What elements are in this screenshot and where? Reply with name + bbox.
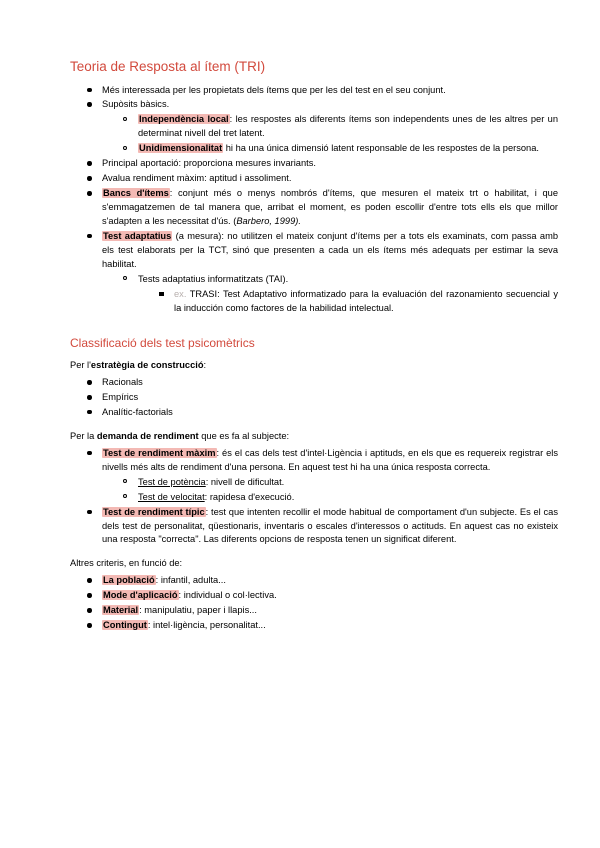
term-mode-aplicacio: Mode d'aplicació <box>103 590 178 601</box>
intro-suffix: que es fa al subjecte: <box>198 430 290 441</box>
list-item-text: Empírics <box>102 392 139 403</box>
citation: Barbero, 1999). <box>236 215 301 226</box>
list-item <box>80 187 558 229</box>
bullet-icon <box>87 395 92 400</box>
bullet-icon <box>87 380 92 385</box>
bullet-icon <box>123 276 127 280</box>
bullet-icon <box>123 117 127 121</box>
bullet-icon <box>87 88 92 93</box>
list-item <box>80 98 558 112</box>
bullet-icon <box>87 191 92 196</box>
list-item <box>116 113 558 141</box>
list-item <box>116 273 558 287</box>
list-item-text: : les respostes als diferents ítems son independents unes de les altres per un determinat nivell del tret latent. <box>138 114 558 139</box>
list-item <box>116 142 558 156</box>
list-item <box>80 376 558 390</box>
section-title-classificacio <box>70 336 558 352</box>
list-item-text: : nivell de dificultat. <box>205 476 285 487</box>
bullet-icon <box>87 593 92 598</box>
term-independencia-local: Independència local <box>139 114 229 125</box>
list-item-text: Més interessada per les propietats dels ítems que per les del test en el seu conjunt. <box>102 84 446 95</box>
term-material: Material <box>103 605 139 616</box>
list-item-text: Supòsits bàsics. <box>102 99 170 110</box>
list-item-text: (a mesura): no utilitzen el mateix conjunt d'ítems per a tots els examinats, com passa amb els test elaborats per la TCT, sinó que presenten a cada un els ítems més adequats per estimar la seva habilitat. <box>102 230 558 269</box>
list-item-text: TRASI: Test Adaptativo informatizado para la evaluación del razonamiento secuencial y la inducción como factores de la habilidad intelectual. <box>174 288 558 313</box>
list-item <box>80 574 558 588</box>
list-item <box>80 172 558 186</box>
term-unidimensionalitat: Unidimensionalitat <box>139 143 223 154</box>
term-bancs-items: Bancs d'ítems <box>103 188 169 199</box>
bullet-icon <box>87 102 92 107</box>
list-item <box>80 619 558 633</box>
bullet-icon <box>123 479 127 483</box>
list-item <box>80 447 558 475</box>
list-item-text: Avalua rendiment màxim: aptitud i assoliment. <box>102 173 292 184</box>
example-label: ex. <box>174 288 187 299</box>
list-item-text: : és el cas dels test d'intel·Ligència i aptituds, en els que es requereix registrar els nivells més alts de rendiment d'una persona. En aquest test hi ha una única resposta correcta. <box>102 447 559 472</box>
bullet-icon <box>87 234 92 239</box>
bullet-icon <box>87 451 92 456</box>
intro-prefix: Per la <box>70 430 97 441</box>
bullet-icon <box>123 146 127 150</box>
intro-bold: demanda de rendiment <box>96 430 199 441</box>
intro-altres-criteris <box>70 557 558 571</box>
list-item <box>80 506 558 548</box>
bullet-icon <box>159 292 164 297</box>
list-item-text: Racionals <box>102 377 143 388</box>
page-title-text: Teoria de Resposta al ítem (TRI) <box>70 59 266 74</box>
list-item <box>80 157 558 171</box>
term-test-potencia: Test de potència <box>138 476 206 487</box>
list-item-text: : rapidesa d'execució. <box>204 491 295 502</box>
list-item-text: : infantil, adulta... <box>155 575 226 586</box>
spacer <box>70 548 558 557</box>
intro-estrategia <box>70 359 558 373</box>
list-item-text: Tests adaptatius informatitzats (TAI). <box>138 273 289 284</box>
intro-demanda <box>70 430 558 444</box>
term-rendiment-tipic: Test de rendiment típic <box>103 506 205 517</box>
list-item <box>80 84 558 98</box>
rendiment-list <box>70 447 558 548</box>
list-item-text: : conjunt més o menys nombrós d'ítems, que mesuren el mateix trt o habilitat, i que s'emmagatzemen de tal manera que, arribat el moment, es poden escollir d'entre tots ells els que millor s'adapten a les necessitat d'ús. ( <box>102 188 558 226</box>
bullet-icon <box>87 623 92 628</box>
bullet-icon <box>87 176 92 181</box>
list-item-text: : intel·ligència, personalitat... <box>147 620 266 631</box>
bullet-icon <box>87 608 92 613</box>
intro-text: Altres criteris, en funció de: <box>70 558 183 569</box>
list-item-text: : manipulatiu, paper i llapis... <box>139 605 257 616</box>
strategy-list <box>70 376 558 420</box>
list-item-text: Principal aportació: proporciona mesures invariants. <box>102 158 316 169</box>
list-item <box>80 391 558 405</box>
intro-suffix: : <box>203 360 207 371</box>
intro-bold: estratègia de construcció <box>90 360 204 371</box>
term-rendiment-maxim: Test de rendiment màxim <box>103 447 216 458</box>
bullet-icon <box>123 494 127 498</box>
criteria-list <box>70 574 558 633</box>
bullet-icon <box>87 161 92 166</box>
term-contingut: Contingut <box>103 620 147 631</box>
list-item <box>116 476 558 490</box>
section-title-text: Classificació dels test psicomètrics <box>70 335 255 350</box>
term-test-velocitat: Test de velocitat <box>138 491 205 502</box>
tri-list <box>70 84 558 316</box>
list-item <box>80 230 558 272</box>
term-test-adaptatius: Test adaptatius <box>103 230 172 241</box>
term-poblacio: La població <box>103 575 155 586</box>
list-item <box>80 589 558 603</box>
intro-prefix: Per l' <box>70 360 91 371</box>
list-item <box>152 288 558 316</box>
spacer <box>70 421 558 430</box>
list-item-text: Analític-factorials <box>102 406 173 417</box>
bullet-icon <box>87 410 92 415</box>
bullet-icon <box>87 510 92 515</box>
list-item-text: : test que intenten recollir el mode habitual de comportament d'un subjecte. Es el cas dels test de personalitat, qüestionaris, inventaris o escales d'interessos o actituds. En aquest cas no existeix una resposta "correcta". Las diferents opcions de resposta tenen un significat diferent. <box>102 506 558 545</box>
bullet-icon <box>87 578 92 583</box>
list-item <box>80 604 558 618</box>
list-item <box>80 406 558 420</box>
page-title <box>70 58 265 76</box>
list-item-text: hi ha una única dimensió latent responsable de les respostes de la persona. <box>223 143 539 154</box>
list-item <box>116 491 558 505</box>
list-item-text: : individual o col·lectiva. <box>178 590 277 601</box>
